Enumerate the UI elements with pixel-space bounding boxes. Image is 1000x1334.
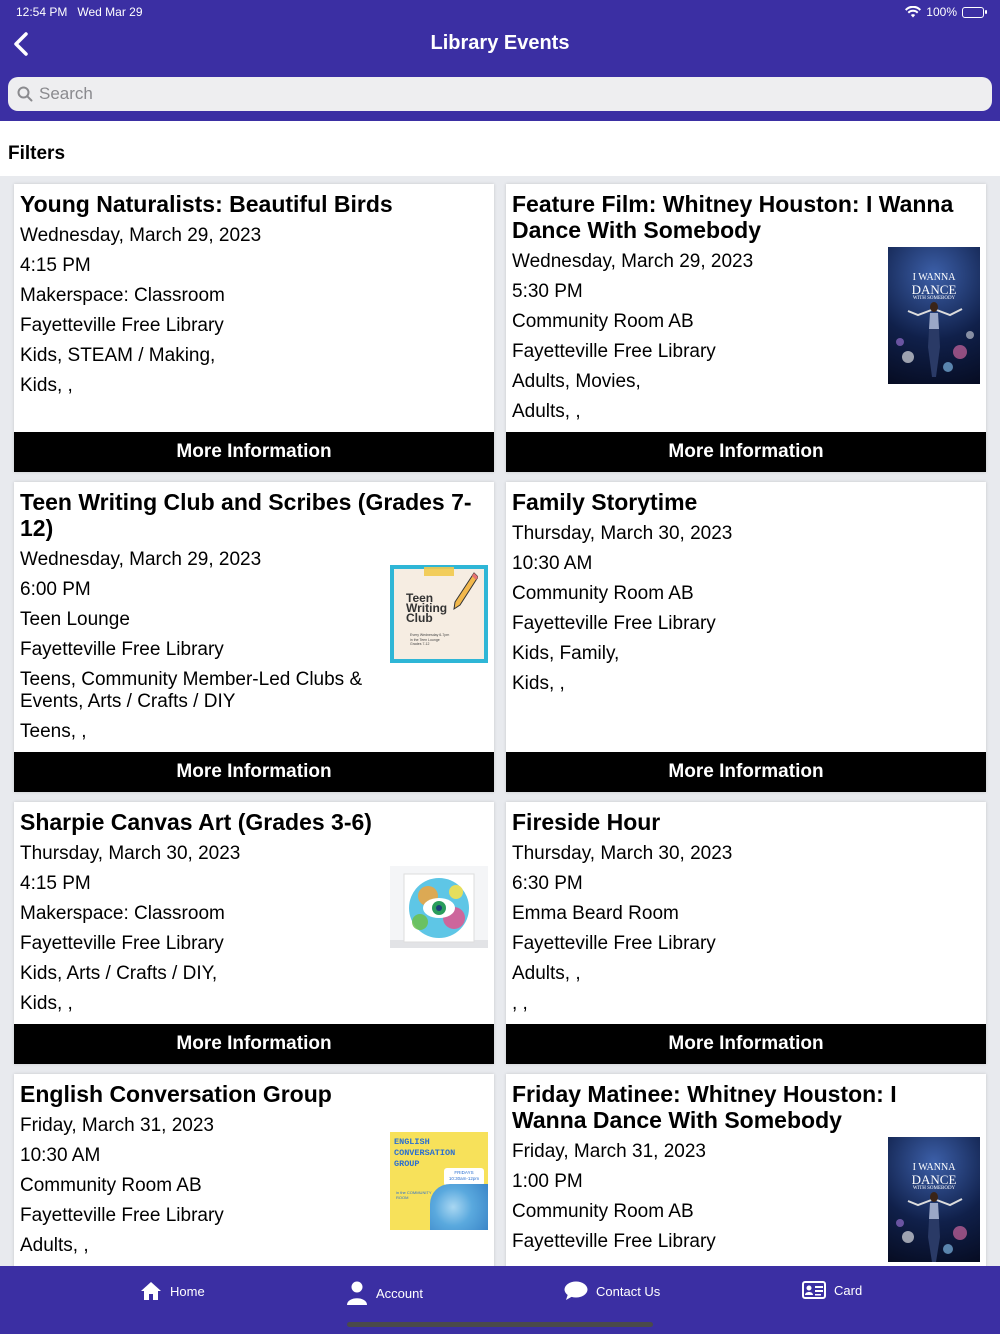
home-indicator[interactable] bbox=[347, 1322, 653, 1327]
event-room: Emma Beard Room bbox=[512, 903, 679, 924]
more-information-button[interactable]: More Information bbox=[506, 752, 986, 792]
thumb-line2: Writing bbox=[406, 601, 448, 615]
event-card-body bbox=[512, 482, 986, 752]
event-title: Fireside Hour bbox=[512, 809, 661, 835]
event-library: Fayetteville Free Library bbox=[20, 315, 224, 336]
tab-home[interactable] bbox=[140, 1281, 205, 1301]
thumb-small2: in the Teen Lounge bbox=[410, 637, 440, 642]
more-information-button[interactable]: More Information bbox=[14, 752, 494, 792]
event-grid[interactable] bbox=[0, 176, 1000, 1266]
thumb-small1: FRIDAYS bbox=[454, 1170, 474, 1175]
tab-contact-us-label: Contact Us bbox=[596, 1283, 661, 1299]
wifi-icon bbox=[905, 6, 921, 18]
more-information-button[interactable]: More Information bbox=[506, 432, 986, 472]
event-date: Wednesday, March 29, 2023 bbox=[20, 225, 262, 246]
more-information-button[interactable]: More Information bbox=[506, 1024, 986, 1064]
thumb-small3: in the COMMUNITY ROOM bbox=[396, 1190, 432, 1200]
person-icon bbox=[346, 1281, 368, 1305]
thumb-line1: Teen bbox=[406, 591, 434, 605]
canvas-art bbox=[390, 866, 488, 948]
poster-line1: I WANNA bbox=[912, 1162, 956, 1173]
event-categories: Adults, , bbox=[512, 963, 581, 984]
event-title: English Conversation Group bbox=[20, 1081, 332, 1107]
home-icon bbox=[140, 1281, 162, 1301]
event-categories: Kids, STEAM / Making, bbox=[20, 345, 216, 366]
event-library: Fayetteville Free Library bbox=[512, 933, 716, 954]
event-library: Fayetteville Free Library bbox=[512, 613, 716, 634]
event-title: Young Naturalists: Beautiful Birds bbox=[20, 191, 393, 217]
event-audience: Kids, , bbox=[512, 673, 565, 694]
event-date: Wednesday, March 29, 2023 bbox=[20, 549, 262, 570]
event-room: Makerspace: Classroom bbox=[20, 285, 225, 306]
event-card-body bbox=[20, 184, 494, 432]
event-time: 4:15 PM bbox=[20, 255, 91, 276]
event-audience: , , bbox=[512, 993, 528, 1014]
thumb-line1: ENGLISH bbox=[394, 1137, 430, 1147]
search-input[interactable] bbox=[39, 84, 992, 104]
poster-line1: I WANNA bbox=[912, 272, 956, 283]
poster-line2: DANCE bbox=[911, 282, 957, 297]
search-bar[interactable] bbox=[8, 77, 992, 111]
event-time: 6:30 PM bbox=[512, 873, 583, 894]
event-room: Teen Lounge bbox=[20, 609, 130, 630]
tab-card-label: Card bbox=[834, 1282, 863, 1298]
filters-label[interactable]: Filters bbox=[8, 143, 66, 164]
event-room: Community Room AB bbox=[512, 311, 694, 332]
english-conversation-group-image bbox=[390, 1132, 488, 1230]
more-information-button[interactable]: More Information bbox=[14, 432, 494, 472]
event-library: Fayetteville Free Library bbox=[20, 639, 224, 660]
event-library: Fayetteville Free Library bbox=[512, 341, 716, 362]
tab-contact-us[interactable] bbox=[564, 1281, 660, 1301]
status-date: Wed Mar 29 bbox=[77, 5, 143, 19]
event-date: Thursday, March 30, 2023 bbox=[20, 843, 241, 864]
tab-card[interactable] bbox=[802, 1281, 862, 1299]
event-audience: Kids, , bbox=[20, 375, 73, 396]
event-card bbox=[506, 1074, 986, 1266]
event-library: Fayetteville Free Library bbox=[512, 1231, 716, 1252]
battery-icon bbox=[962, 7, 984, 18]
thumb-small3: Grades 7-12 bbox=[410, 642, 430, 646]
event-card bbox=[506, 482, 986, 792]
page-title: Library Events bbox=[430, 32, 570, 54]
status-time: 12:54 PM bbox=[16, 5, 68, 19]
event-date: Thursday, March 30, 2023 bbox=[512, 523, 733, 544]
event-card-body bbox=[512, 802, 986, 1024]
event-categories: Kids, Arts / Crafts / DIY, bbox=[20, 963, 218, 984]
status-bar bbox=[16, 5, 984, 21]
event-title: Sharpie Canvas Art (Grades 3-6) bbox=[20, 809, 372, 835]
event-audience: Kids, , bbox=[20, 993, 73, 1014]
more-information-button[interactable]: More Information bbox=[14, 1024, 494, 1064]
poster-line3: WITH SOMEBODY bbox=[912, 296, 956, 301]
event-categories: Adults, Movies, bbox=[512, 371, 641, 392]
chat-bubble-icon bbox=[564, 1281, 588, 1301]
event-card bbox=[14, 802, 494, 1064]
thumb-small2: 10:30am-12pm bbox=[448, 1176, 480, 1181]
event-time: 4:15 PM bbox=[20, 873, 91, 894]
event-date: Friday, March 31, 2023 bbox=[20, 1115, 214, 1136]
event-categories: Kids, Family, bbox=[512, 643, 620, 664]
event-room: Community Room AB bbox=[512, 583, 694, 604]
event-date: Friday, March 31, 2023 bbox=[512, 1141, 706, 1162]
search-icon bbox=[17, 86, 33, 102]
id-card-icon bbox=[802, 1281, 826, 1299]
poster-art bbox=[888, 1137, 980, 1262]
event-library: Fayetteville Free Library bbox=[20, 933, 224, 954]
event-time: 5:30 PM bbox=[512, 281, 583, 302]
event-date: Thursday, March 30, 2023 bbox=[512, 843, 733, 864]
event-audience: Teens, , bbox=[20, 721, 87, 742]
tab-account[interactable] bbox=[346, 1281, 423, 1305]
event-room: Community Room AB bbox=[20, 1175, 202, 1196]
tab-home-label: Home bbox=[170, 1283, 205, 1299]
movie-poster-image bbox=[888, 1137, 980, 1262]
event-card bbox=[14, 184, 494, 472]
event-title: Feature Film: Whitney Houston: I Wanna Dance With Somebody bbox=[512, 191, 954, 243]
sharpie-canvas-art-image bbox=[390, 866, 488, 948]
thumb-line3: Club bbox=[406, 611, 433, 625]
event-date: Wednesday, March 29, 2023 bbox=[512, 251, 754, 272]
event-library: Fayetteville Free Library bbox=[20, 1205, 224, 1226]
event-categories: Teens, Community Member-Led Clubs & Events, Arts / Crafts / DIY bbox=[20, 669, 363, 712]
thumb-small1: Every Wednesday 6-7pm bbox=[410, 633, 450, 637]
event-time: 6:00 PM bbox=[20, 579, 91, 600]
event-room: Community Room AB bbox=[512, 1201, 694, 1222]
pencil-icon bbox=[452, 571, 478, 611]
poster-line2: DANCE bbox=[911, 1172, 957, 1187]
status-right bbox=[905, 5, 984, 19]
event-time: 10:30 AM bbox=[20, 1145, 101, 1166]
event-card bbox=[506, 802, 986, 1064]
poster-line3: WITH SOMEBODY bbox=[912, 1186, 956, 1191]
event-time: 10:30 AM bbox=[512, 553, 593, 574]
event-title: Friday Matinee: Whitney Houston: I Wanna Dance With Somebody bbox=[512, 1081, 897, 1133]
event-time: 1:00 PM bbox=[512, 1171, 583, 1192]
event-room: Makerspace: Classroom bbox=[20, 903, 225, 924]
thumb-line2: CONVERSATION bbox=[394, 1148, 456, 1158]
thumb-line3: GROUP bbox=[394, 1159, 420, 1169]
event-card bbox=[506, 184, 986, 472]
event-audience: Adults, , bbox=[512, 401, 581, 422]
teen-writing-club-image bbox=[390, 565, 488, 663]
nav-header bbox=[0, 0, 1000, 121]
event-card bbox=[14, 1074, 494, 1266]
battery-percent: 100% bbox=[926, 5, 957, 19]
event-card bbox=[14, 482, 494, 792]
event-title: Family Storytime bbox=[512, 489, 698, 515]
poster-art bbox=[888, 247, 980, 384]
event-title: Teen Writing Club and Scribes (Grades 7-12) bbox=[20, 489, 472, 541]
status-time-date bbox=[16, 5, 143, 19]
movie-poster-image bbox=[888, 247, 980, 384]
event-categories: Adults, , bbox=[20, 1235, 89, 1256]
tab-account-label: Account bbox=[376, 1285, 423, 1301]
